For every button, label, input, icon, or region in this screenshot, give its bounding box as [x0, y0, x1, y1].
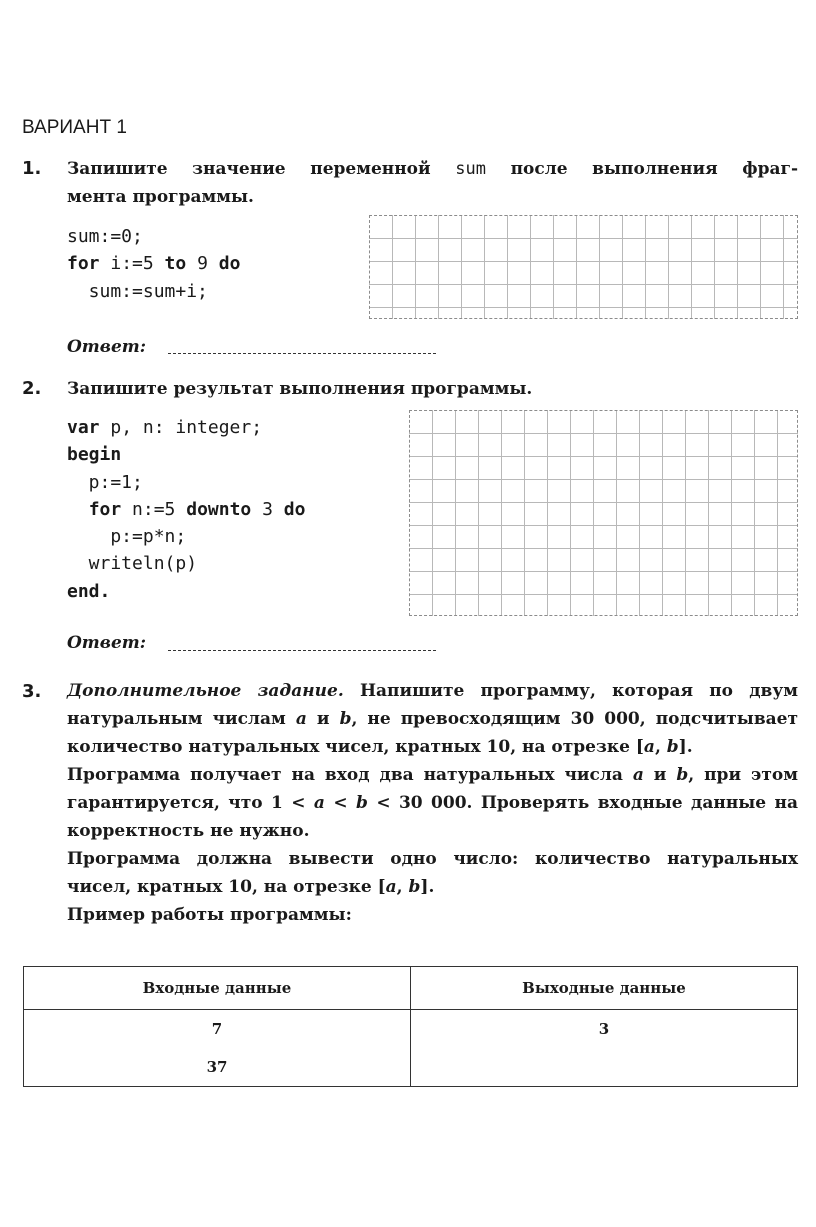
example-table-header-row [24, 967, 798, 1010]
code-text: p, n: integer; [99, 417, 263, 438]
q1-code-block [67, 223, 240, 305]
question-2-number: 2. [22, 378, 42, 399]
q3-paragraph-1 [67, 677, 798, 761]
var-a: a [632, 765, 644, 785]
q3-text: и [643, 765, 677, 785]
code-text: 9 [186, 253, 219, 275]
var-a: a [385, 877, 397, 897]
q1-code-line-2 [67, 250, 240, 277]
kw-for: for [88, 498, 122, 520]
question-2-text [67, 375, 798, 403]
input-line-2: 37 [206, 1058, 228, 1076]
example-table [23, 966, 798, 1087]
q3-lead: Дополнительное задание. [67, 681, 344, 701]
q3-text: , не превосходящим 30 000, подсчитывает количество натуральных чисел, кратных 10, на отрезке [67, 709, 798, 757]
code-indent [67, 499, 89, 520]
question-1-line-1 [67, 155, 798, 183]
q2-code-line-7 [67, 578, 305, 605]
q3-text: [ [377, 877, 386, 897]
var-b: b [676, 765, 689, 785]
question-1-line-2: мента программы. [67, 187, 254, 207]
q3-text: ]. [420, 877, 435, 897]
q2-answer-label: Ответ: [67, 633, 147, 653]
q1-code-line-3: sum:=sum+i; [67, 280, 208, 302]
q3-text: , [654, 737, 667, 757]
question-2-line-1: Запишите результат выполнения программы. [67, 379, 533, 399]
output-line-1: 3 [598, 1020, 610, 1038]
q2-code-block [67, 414, 305, 605]
q2-code-line-2: begin [67, 444, 122, 466]
q2-code-line-5: p:=p*n; [67, 526, 187, 548]
code-text: . [99, 580, 111, 602]
q1-answer-label: Ответ: [67, 337, 147, 357]
cell-input [24, 1010, 411, 1087]
kw-do: do [283, 498, 306, 520]
q2-code-line-6: writeln(p) [67, 553, 198, 575]
code-text: i:=5 [99, 253, 165, 275]
var-a: a [313, 793, 325, 813]
q3-text: . Проверять входные данные на корректность не нужно. [67, 793, 798, 841]
kw-to: to [164, 253, 187, 275]
q3-text: и [306, 709, 340, 729]
header-input: Входные данные [24, 967, 411, 1010]
kw-downto: downto [186, 498, 252, 520]
q1-code-line-1: sum:=0; [67, 226, 143, 247]
q1-answer-field[interactable] [168, 353, 436, 354]
q3-paragraph-4: Пример работы программы: [67, 905, 352, 925]
q3-text: < 30 000 [367, 793, 467, 813]
kw-do: do [218, 253, 241, 275]
var-b: b [339, 709, 352, 729]
q2-code-line-4 [67, 496, 305, 523]
q1-text-before: Запишите значение переменной [67, 159, 456, 179]
q2-code-line-3: p:=1; [67, 471, 143, 493]
q3-paragraph-2 [67, 761, 798, 845]
var-a: a [295, 709, 307, 729]
var-a: a [643, 737, 655, 757]
variant-title: ВАРИАНТ 1 [22, 117, 127, 138]
q3-text: Программа получает на вход два натуральных числа [67, 765, 633, 785]
code-text: 3 [251, 498, 284, 520]
q2-answer-field[interactable] [168, 650, 436, 651]
var-b: b [408, 877, 421, 897]
example-table-row [24, 1010, 798, 1087]
q2-draft-grid [409, 410, 798, 616]
q3-text: , [396, 877, 409, 897]
q1-draft-grid [369, 215, 798, 319]
kw-var: var [67, 417, 100, 438]
var-b: b [666, 737, 679, 757]
question-3-text [67, 677, 798, 929]
question-3-number: 3. [22, 681, 42, 702]
q3-text: Напишите программу, которая по двум натуральным числам [67, 681, 799, 729]
header-output: Выходные данные [411, 967, 798, 1010]
kw-end: end [67, 580, 100, 602]
q3-text: , при этом гарантируется, что [67, 765, 798, 813]
q3-text: Программа должна вывести одно число: количество натуральных чисел, кратных 10, на отрезке [67, 849, 798, 897]
q3-text: < [324, 793, 357, 813]
q3-paragraph-3 [67, 845, 798, 901]
code-text: n:=5 [121, 498, 187, 520]
cell-output [411, 1010, 798, 1087]
q3-text: ]. [678, 737, 693, 757]
question-1-number: 1. [22, 158, 42, 179]
q3-text: [ [635, 737, 644, 757]
q3-text: 1 < [271, 793, 314, 813]
q1-text-after: после выполнения фраг- [485, 159, 799, 179]
kw-for: for [67, 253, 100, 275]
var-b: b [356, 793, 368, 813]
q2-code-line-1 [67, 414, 305, 441]
input-line-1: 7 [211, 1020, 223, 1038]
question-1-text [67, 155, 798, 211]
q1-variable-sum: sum [455, 159, 486, 179]
